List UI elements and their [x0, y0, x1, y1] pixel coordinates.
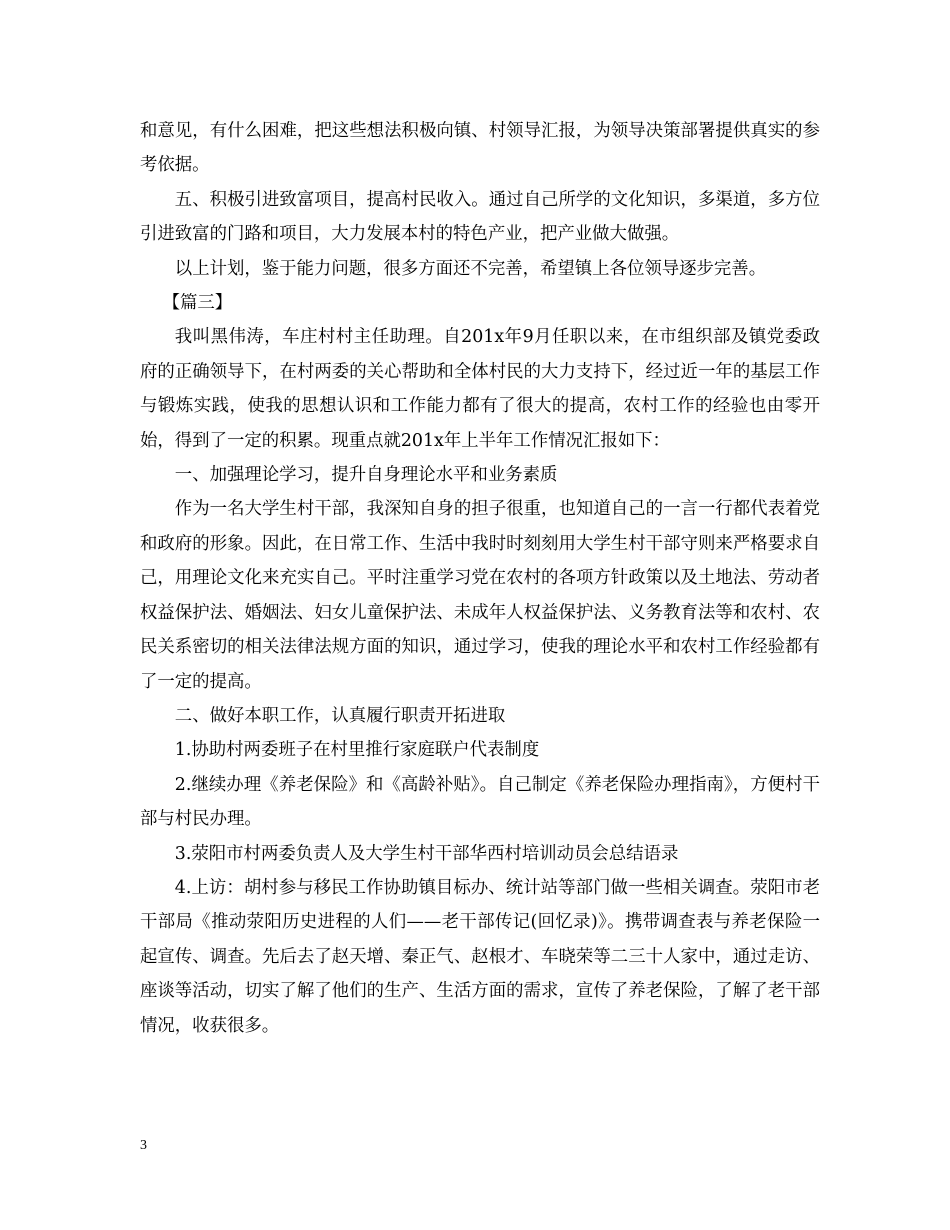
paragraph-11: 3.荥阳市村两委负责人及大学生村干部华西村培训动员会总结语录 — [174, 843, 679, 864]
paragraph-7: 作为一名大学生村干部，我深知自身的担子很重，也知道自己的一言一行都代表着党和政府的形象。因此，在日常工作、生活中我时时刻刻用大学生村干部守则来严格要求自己，用理论文化来充实自己。平时注重学习党在农村的各项方针政策以及土地法、劳动者权益保护法、婚姻法、妇女儿童保护法、未成年人权益保护法、义务教育法等和农村、农民关系密切的相关法律法规方面的知识，通过学习，使我的理论水平和农村工作经验都有了一定的提高。 — [140, 499, 820, 692]
section-heading: 【篇三】 — [162, 293, 233, 314]
paragraph-3: 以上计划，鉴于能力问题，很多方面还不完善，希望镇上各位领导逐步完善。 — [174, 258, 767, 279]
paragraph-6: 一、加强理论学习，提升自身理论水平和业务素质 — [174, 465, 558, 486]
paragraph-1: 和意见，有什么困难，把这些想法积极向镇、村领导汇报，为领导决策部署提供真实的参考依据。 — [140, 121, 820, 176]
document-body — [140, 114, 820, 1043]
paragraph-12: 4.上访：胡村参与移民工作协助镇目标办、统计站等部门做一些相关调查。荥阳市老干部局《推动荥阳历史进程的人们——老干部传记(回忆录)》。携带调查表与养老保险一起宣传、调查。先后去了赵天增、秦正气、赵根才、车晓荣等二三十人家中，通过走访、座谈等活动，切实了解了他们的生产、生活方面的需求，宣传了养老保险，了解了老干部情况，收获很多。 — [140, 877, 820, 1036]
paragraph-2: 五、积极引进致富项目，提高村民收入。通过自己所学的文化知识，多渠道，多方位引进致富的门路和项目，大力发展本村的特色产业，把产业做大做强。 — [140, 189, 820, 245]
paragraph-10: 2.继续办理《养老保险》和《高龄补贴》。自己制定《养老保险办理指南》，方便村干部与村民办理。 — [140, 774, 820, 830]
paragraph-8: 二、做好本职工作，认真履行职责开拓进取 — [174, 705, 506, 726]
paragraph-5: 我叫黑伟涛，车庄村村主任助理。自201x年9月任职以来，在市组织部及镇党委政府的正确领导下，在村两委的关心帮助和全体村民的大力支持下，经过近一年的基层工作与锻炼实践，使我的思想认识和工作能力都有了很大的提高，农村工作的经验也由零开始，得到了一定的积累。现重点就201x年上半年工作情况汇报如下： — [140, 327, 820, 451]
page-number: 3 — [140, 1138, 147, 1153]
paragraph-9: 1.协助村两委班子在村里推行家庭联户代表制度 — [174, 740, 540, 761]
